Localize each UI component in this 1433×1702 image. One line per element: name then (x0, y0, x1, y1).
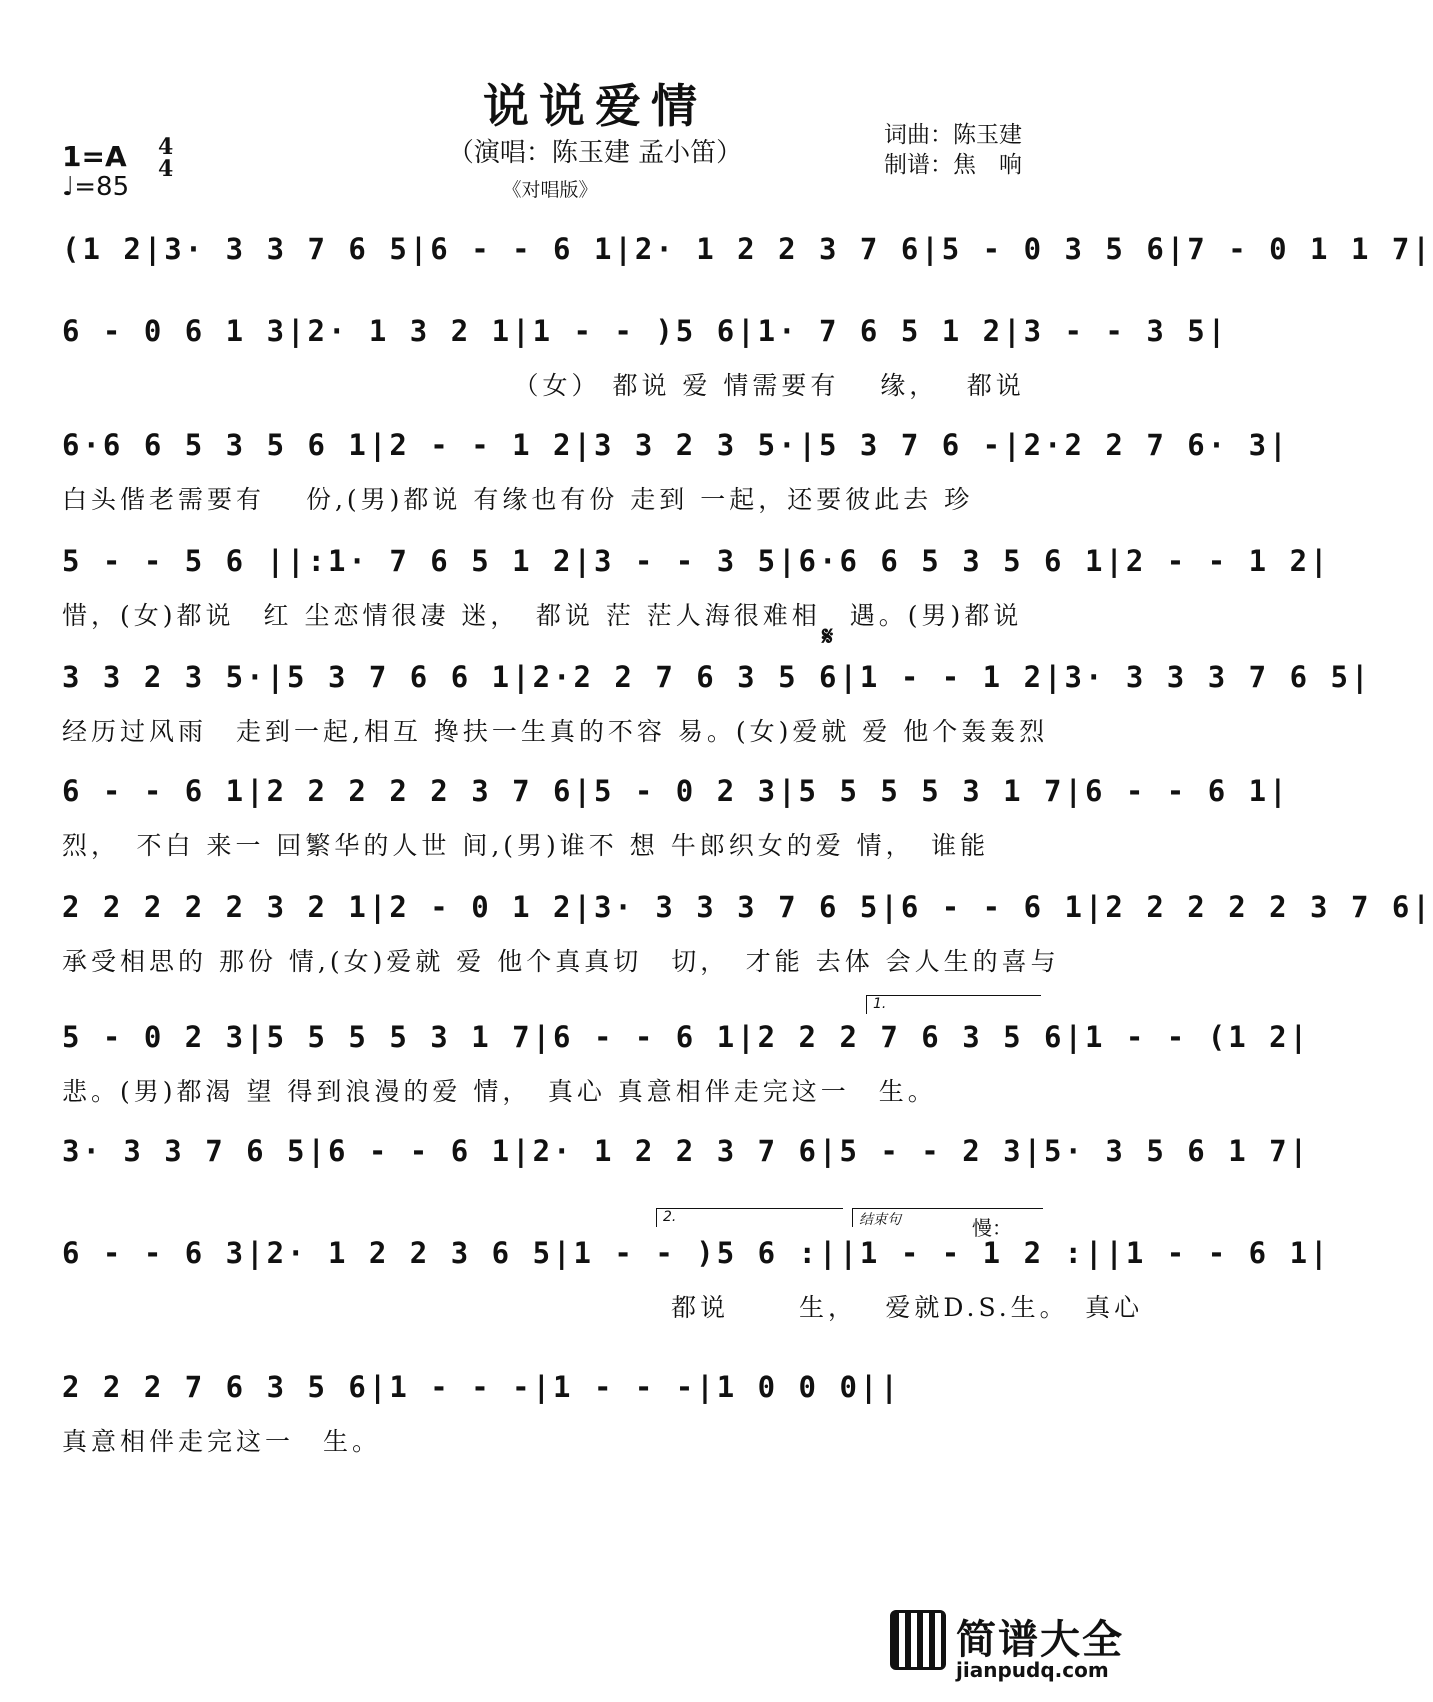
notes-line: 5 - - 5 6 ||:1· 7 6 5 1 2|3 - - 3 5|6·6 6 5 3 5 6 1|2 - - 1 2| (62, 544, 1331, 578)
key-label: 1=A (62, 140, 127, 173)
arranger: 制谱：焦 响 (884, 152, 1022, 178)
piano-icon (890, 1610, 946, 1670)
notes-line: 2 2 2 2 2 3 2 1|2 - 0 1 2|3· 3 3 3 7 6 5|6 - - 6 1|2 2 2 2 2 3 7 6| (62, 890, 1433, 924)
lyricist: 词曲：陈玉建 (884, 122, 1022, 148)
notes-line: (1 2|3· 3 3 7 6 5|6 - - 6 1|2· 1 2 2 3 7 6|5 - 0 3 5 6|7 - 0 1 1 7| (62, 232, 1433, 266)
score-system (62, 882, 1433, 982)
lyrics-line: （女） 都说 爱 情需要有 缘， 都说 (62, 371, 1025, 400)
site-logo (890, 1610, 1180, 1690)
volta-1-label: 1. (873, 996, 887, 1012)
slow-mark: 慢： (972, 1216, 1012, 1240)
volta-1 (866, 995, 1041, 1014)
tempo-mark: ♩=85 (62, 172, 130, 202)
score-system (62, 306, 1229, 406)
lyrics-line: 真意相伴走完这一 生。 (62, 1427, 382, 1456)
logo-name: 简谱大全 (956, 1617, 1124, 1663)
singer-line: （演唱：陈玉建 孟小笛） (447, 138, 743, 168)
time-bottom: 4 (158, 156, 174, 182)
lyrics-line: 经历过风雨 走到一起,相互 搀扶一生真的不容 易。(女)爱就 爱 他个轰轰烈 (62, 717, 1049, 746)
score-system (62, 1228, 1331, 1328)
notes-line: 6 - 0 6 1 3|2· 1 3 2 1|1 - - )5 6|1· 7 6 5 1 2|3 - - 3 5| (62, 314, 1229, 348)
notes-line: 3· 3 3 7 6 5|6 - - 6 1|2· 1 2 2 3 7 6|5 - - 2 3|5· 3 5 6 1 7| (62, 1134, 1311, 1168)
lyrics-line: 承受相思的 那份 情,(女)爱就 爱 他个真真切 切， 才能 去体 会人生的喜与 (62, 947, 1060, 976)
ending-text: 结束句 (859, 1212, 901, 1228)
notes-line: 6 - - 6 1|2 2 2 2 2 3 7 6|5 - 0 2 3|5 5 5 5 3 1 7|6 - - 6 1| (62, 774, 1290, 808)
segno-mark: 𝄋 (822, 622, 834, 652)
page-title: 说说爱情 (483, 79, 707, 133)
lyrics-line: 都说 生， 爱就D.S.生。 真心 (62, 1293, 1144, 1322)
score-system (62, 1362, 1128, 1462)
score-system (62, 766, 1290, 866)
ending-label (852, 1208, 1043, 1227)
version-line: 《对唱版》 (502, 179, 598, 201)
credits (884, 120, 1022, 180)
notes-line: 5 - 0 2 3|5 5 5 5 3 1 7|6 - - 6 1|2 2 2 7 6 3 5 6|1 - - (1 2| (62, 1020, 1311, 1054)
score-system (62, 1012, 1311, 1112)
score-system (62, 420, 1290, 520)
notes-line: 3 3 2 3 5·|5 3 7 6 6 1|2·2 2 7 6 3 5 6|1 - - 1 2|3· 3 3 3 7 6 5| (62, 660, 1372, 694)
score-system (62, 536, 1331, 636)
lyrics-line: 惜，(女)都说 红 尘恋情很凄 迷， 都说 茫 茫人海很难相 遇。(男)都说 (62, 601, 1023, 630)
volta-2 (656, 1208, 843, 1227)
lyrics-line: 白头偕老需要有 份,(男)都说 有缘也有份 走到 一起，还要彼此去 珍 (62, 485, 974, 514)
time-top: 4 (158, 134, 174, 160)
logo-url: jianpudq.com (956, 1658, 1109, 1682)
score-system (62, 652, 1372, 752)
lyrics-line: 悲。(男)都渴 望 得到浪漫的爱 情， 真心 真意相伴走完这一 生。 (62, 1077, 937, 1106)
notes-line: 6·6 6 5 3 5 6 1|2 - - 1 2|3 3 2 3 5·|5 3 7 6 -|2·2 2 7 6· 3| (62, 428, 1290, 462)
notes-line: 6 - - 6 3|2· 1 2 2 3 6 5|1 - - )5 6 :||1 - - 1 2 :||1 - - 6 1| (62, 1236, 1331, 1270)
volta-2-label: 2. (663, 1209, 677, 1225)
lyrics-line: 烈， 不白 来一 回繁华的人世 间,(男)谁不 想 牛郎织女的爱 情， 谁能 (62, 831, 990, 860)
notes-line: 2 2 2 7 6 3 5 6|1 - - -|1 - - -|1 0 0 0|| (62, 1370, 901, 1404)
